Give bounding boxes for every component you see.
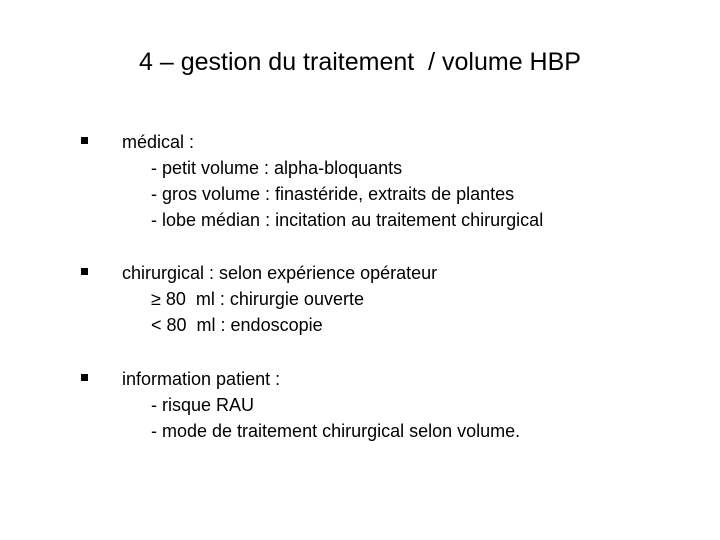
section-heading: information patient : xyxy=(122,369,281,389)
sub-item-text: - lobe médian : incitation au traitement chirurgical xyxy=(151,210,544,230)
sub-item-text: - mode de traitement chirurgical selon volume. xyxy=(151,421,521,441)
bullet-row xyxy=(0,260,720,286)
sub-item-text: - gros volume : finastéride, extraits de plantes xyxy=(151,184,515,204)
square-bullet-icon xyxy=(81,374,88,381)
square-bullet-icon xyxy=(81,268,88,275)
section-medical xyxy=(0,129,720,233)
sub-item-text: < 80 ml : endoscopie xyxy=(151,315,323,335)
bullet-row xyxy=(0,129,720,155)
section-information xyxy=(0,366,720,444)
sub-item xyxy=(0,155,720,181)
sub-item xyxy=(0,207,720,233)
sub-item xyxy=(0,181,720,207)
sub-item xyxy=(0,312,720,338)
bullet-row xyxy=(0,366,720,392)
section-chirurgical xyxy=(0,260,720,338)
sub-item-text: - petit volume : alpha-bloquants xyxy=(151,158,403,178)
sub-item-text: ≥ 80 ml : chirurgie ouverte xyxy=(151,289,364,309)
section-heading: médical : xyxy=(122,132,195,152)
sub-item xyxy=(0,286,720,312)
sub-item-text: - risque RAU xyxy=(151,395,255,415)
sub-item xyxy=(0,392,720,418)
square-bullet-icon xyxy=(81,137,88,144)
sub-item xyxy=(0,418,720,444)
slide-title: 4 – gestion du traitement / volume HBP xyxy=(139,48,581,76)
section-heading: chirurgical : selon expérience opérateur xyxy=(122,263,438,283)
